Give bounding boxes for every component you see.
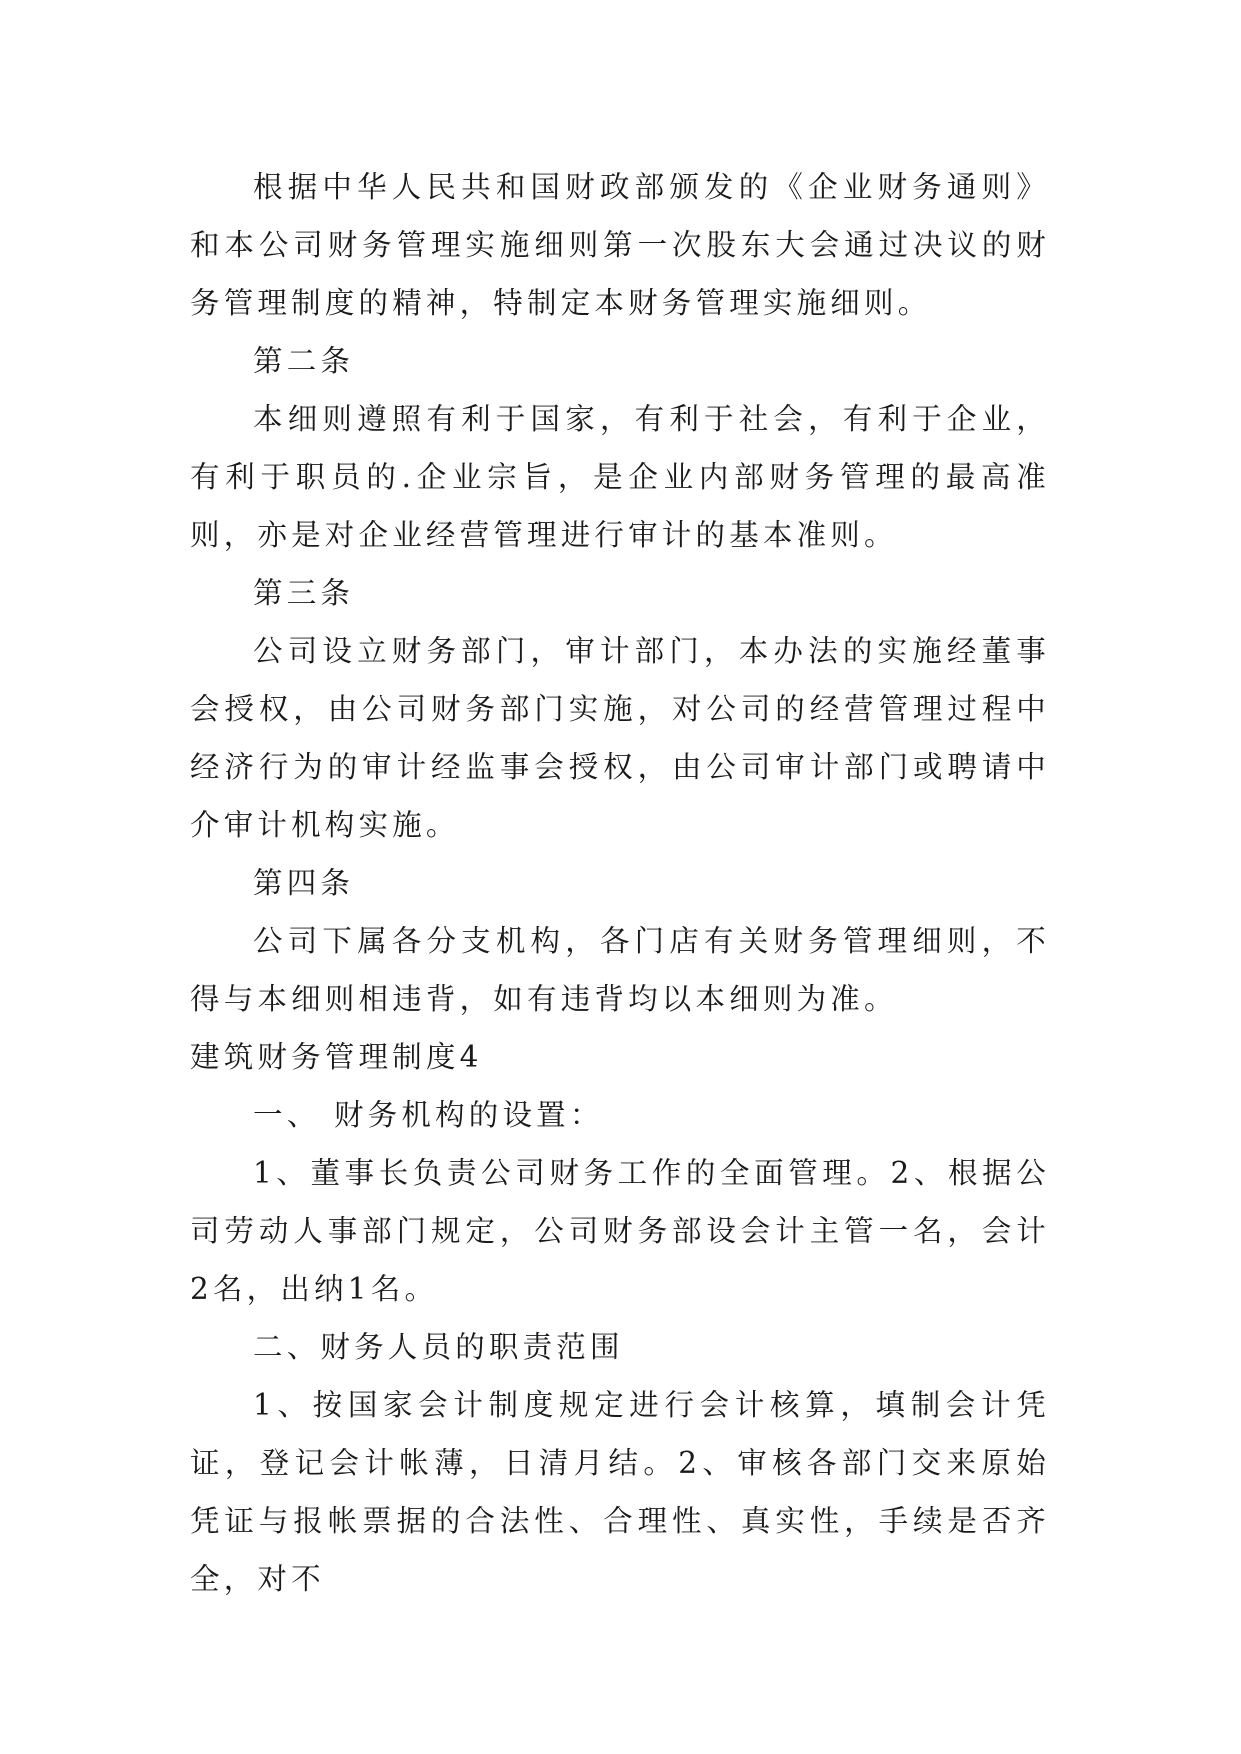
paragraph-article-3: 公司设立财务部门，审计部门，本办法的实施经董事会授权，由公司财务部门实施，对公司的经营管理过程中经济行为的审计经监事会授权，由公司审计部门或聘请中介审计机构实施。 <box>190 634 1050 842</box>
article-heading-4: 第四条 <box>253 866 355 900</box>
paragraph-article-4: 公司下属各分支机构，各门店有关财务管理细则，不得与本细则相违背，如有违背均以本细则为准。 <box>190 924 1050 1016</box>
section-title: 建筑财务管理制度4 <box>190 1040 483 1074</box>
article-heading-2: 第二条 <box>253 344 355 378</box>
article-heading-3: 第三条 <box>253 576 355 610</box>
document-body <box>190 158 1050 1608</box>
paragraph-staff-duties: 1、按国家会计制度规定进行会计核算，填制会计凭证，登记会计帐薄，日清月结。2、审核各部门交来原始凭证与报帐票据的合法性、合理性、真实性，手续是否齐全，对不 <box>190 1388 1050 1596</box>
paragraph-preamble: 根据中华人民共和国财政部颁发的《企业财务通则》和本公司财务管理实施细则第一次股东大会通过决议的财务管理制度的精神，特制定本财务管理实施细则。 <box>190 170 1050 320</box>
paragraph-article-2: 本细则遵照有利于国家，有利于社会，有利于企业，有利于职员的.企业宗旨，是企业内部财务管理的最高准则，亦是对企业经营管理进行审计的基本准则。 <box>190 402 1050 552</box>
paragraph-finance-organization: 1、董事长负责公司财务工作的全面管理。2、根据公司劳动人事部门规定，公司财务部设会计主管一名，会计2名，出纳1名。 <box>190 1156 1050 1306</box>
subheading-staff-duties: 二、财务人员的职责范围 <box>253 1330 624 1364</box>
subheading-finance-organization: 一、 财务机构的设置： <box>253 1098 604 1132</box>
